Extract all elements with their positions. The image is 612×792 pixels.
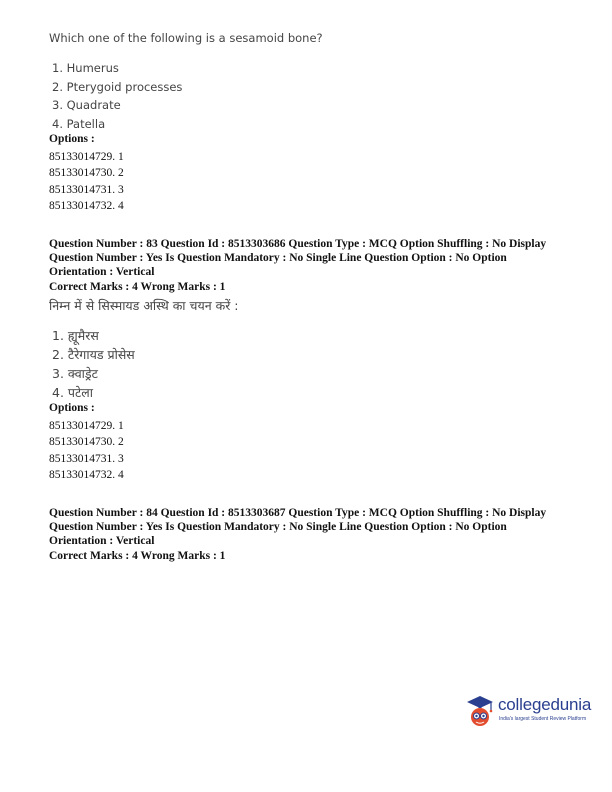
choice-item: 4. पटेला — [52, 385, 94, 400]
choice-list — [52, 326, 135, 402]
choice-item: 1. ह्यूमैरस — [52, 328, 99, 343]
logo-wordmark: collegedunia — [498, 695, 592, 714]
marks-line: Correct Marks : 4 Wrong Marks : 1 — [49, 550, 226, 562]
choice-list — [52, 59, 182, 134]
option-code: 85133014731. 3 — [49, 452, 124, 465]
choice-item: 2. टैरेगायड प्रोसेस — [52, 347, 135, 362]
option-code: 85133014729. 1 — [49, 420, 124, 432]
choice-item: 3. क्वाड्रेट — [52, 366, 98, 381]
question-text: Which one of the following is a sesamoid bone? — [49, 31, 323, 45]
question-header-line: Question Number : Yes Is Question Mandatory : No Single Line Question Option : No Option — [49, 521, 507, 533]
choice-item: 1. Humerus — [52, 61, 119, 75]
choice-item: 4. Patella — [52, 117, 106, 132]
question-header-line: Question Number : 84 Question Id : 8513303687 Question Type : MCQ Option Shuffling : No Display — [49, 507, 547, 519]
option-code: 85133014731. 3 — [49, 183, 124, 196]
options-label: Options : — [49, 133, 95, 145]
graduate-mascot-icon — [463, 693, 497, 731]
option-code: 85133014732. 4 — [49, 469, 124, 482]
question-header — [49, 237, 589, 279]
choice-item: 2. Pterygoid processes — [52, 79, 183, 94]
option-code-list — [49, 149, 124, 215]
question-text: निम्न में से सिस्मायड अस्थि का चयन करें : — [49, 298, 239, 313]
choice-item: 3. Quadrate — [52, 98, 121, 113]
option-code: 85133014730. 2 — [49, 436, 124, 449]
question-header-line: Question Number : 83 Question Id : 8513303686 Question Type : MCQ Option Shuffling : No Display — [49, 238, 547, 250]
question-header-line: Orientation : Vertical — [49, 535, 155, 547]
logo-tagline: India's largest Student Review Platform — [499, 716, 587, 722]
option-code-list — [49, 418, 124, 484]
question-header — [49, 506, 589, 548]
option-code: 85133014732. 4 — [49, 200, 124, 213]
marks-line: Correct Marks : 4 Wrong Marks : 1 — [49, 281, 226, 293]
collegedunia-logo — [463, 693, 598, 733]
option-code: 85133014729. 1 — [49, 151, 124, 163]
option-code: 85133014730. 2 — [49, 167, 124, 180]
question-header-line: Question Number : Yes Is Question Mandatory : No Single Line Question Option : No Option — [49, 252, 507, 264]
question-header-line: Orientation : Vertical — [49, 266, 155, 278]
options-label: Options : — [49, 402, 95, 414]
